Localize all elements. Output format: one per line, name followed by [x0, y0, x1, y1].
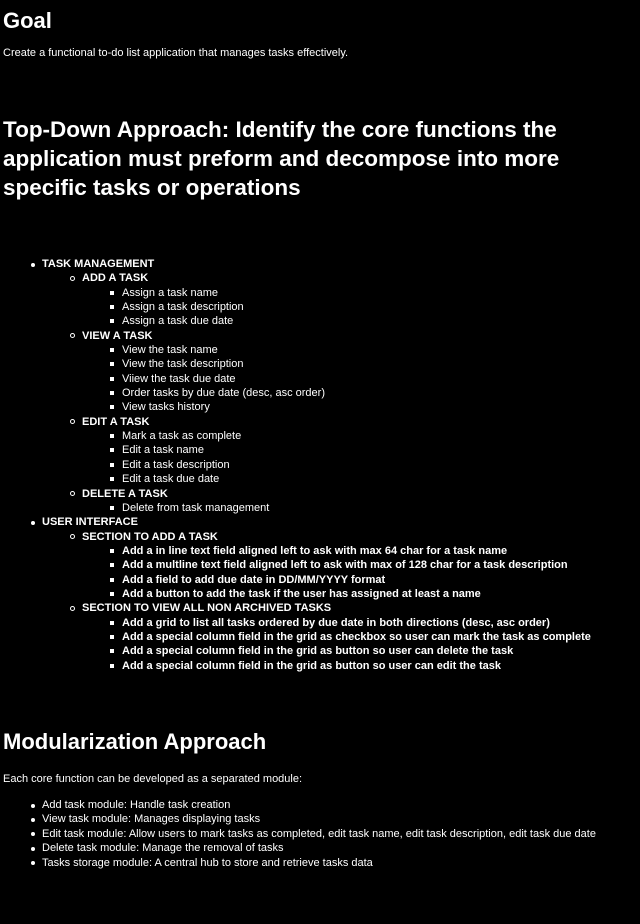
group-section-add-task	[42, 530, 640, 602]
list-item: View tasks history	[82, 400, 640, 414]
modular-heading: Modularization Approach	[3, 729, 267, 754]
list-item: Viiew the task due date	[82, 372, 640, 386]
list-item: Assign a task description	[82, 300, 640, 314]
group-delete-task	[42, 487, 640, 516]
list-item: Add a field to add due date in DD/MM/YYYY format	[82, 573, 640, 587]
group-label: ADD A TASK	[82, 272, 149, 285]
list-item: Add a button to add the task if the user has assigned at least a name	[82, 587, 640, 601]
list-item: View the task name	[82, 343, 640, 357]
list-item: Add a in line text field aligned left to ask with max 64 char for a task name	[82, 544, 640, 558]
module-item: Add task module: Handle task creation	[0, 798, 640, 812]
list-item: Edit a task name	[82, 443, 640, 457]
group-label: DELETE A TASK	[82, 487, 168, 500]
group-label: EDIT A TASK	[82, 415, 150, 428]
goal-heading: Goal	[3, 8, 52, 33]
list-item: Add a grid to list all tasks ordered by due date in both directions (desc, asc order)	[82, 616, 640, 630]
group-view-task	[42, 329, 640, 415]
group-section-view-tasks	[42, 601, 640, 673]
list-item: Mark a task as complete	[82, 429, 640, 443]
section-user-interface	[0, 515, 640, 673]
section-label: TASK MANAGEMENT	[42, 258, 155, 270]
list-item: Add a special column field in the grid as checkbox so user can mark the task as complete	[82, 630, 640, 644]
group-edit-task	[42, 415, 640, 487]
list-item: Add a special column field in the grid as button so user can edit the task	[82, 659, 640, 673]
group-label: SECTION TO ADD A TASK	[82, 530, 218, 543]
list-item: Delete from task management	[82, 501, 640, 515]
module-item: Delete task module: Manage the removal of tasks	[0, 841, 640, 855]
list-item: Edit a task description	[82, 458, 640, 472]
goal-text: Create a functional to-do list application that manages tasks effectively.	[3, 47, 349, 59]
list-item: Edit a task due date	[82, 472, 640, 486]
list-item: Add a multline text field aligned left to ask with max of 128 char for a task description	[82, 558, 640, 572]
list-item: View the task description	[82, 357, 640, 371]
document	[0, 0, 640, 202]
modular-intro: Each core function can be developed as a separated module:	[3, 773, 303, 785]
section-task-management	[0, 257, 640, 515]
modules-list	[0, 798, 640, 870]
list-item: Assign a task due date	[82, 314, 640, 328]
topdown-tree	[0, 257, 640, 673]
group-add-task	[42, 271, 640, 328]
module-item: View task module: Manages displaying tasks	[0, 812, 640, 826]
group-label: VIEW A TASK	[82, 329, 153, 342]
topdown-heading: Top-Down Approach: Identify the core functions the application must preform and decompose into more specific tasks or operations	[3, 117, 560, 200]
list-item: Add a special column field in the grid as button so user can delete the task	[82, 644, 640, 658]
group-label: SECTION TO VIEW ALL NON ARCHIVED TASKS	[82, 602, 332, 615]
list-item: Order tasks by due date (desc, asc order)	[82, 386, 640, 400]
module-item: Tasks storage module: A central hub to store and retrieve tasks data	[0, 856, 640, 870]
section-label: USER INTERFACE	[42, 516, 138, 529]
list-item: Assign a task name	[82, 286, 640, 300]
module-item: Edit task module: Allow users to mark tasks as completed, edit task name, edit task description, edit task due date	[0, 827, 640, 841]
